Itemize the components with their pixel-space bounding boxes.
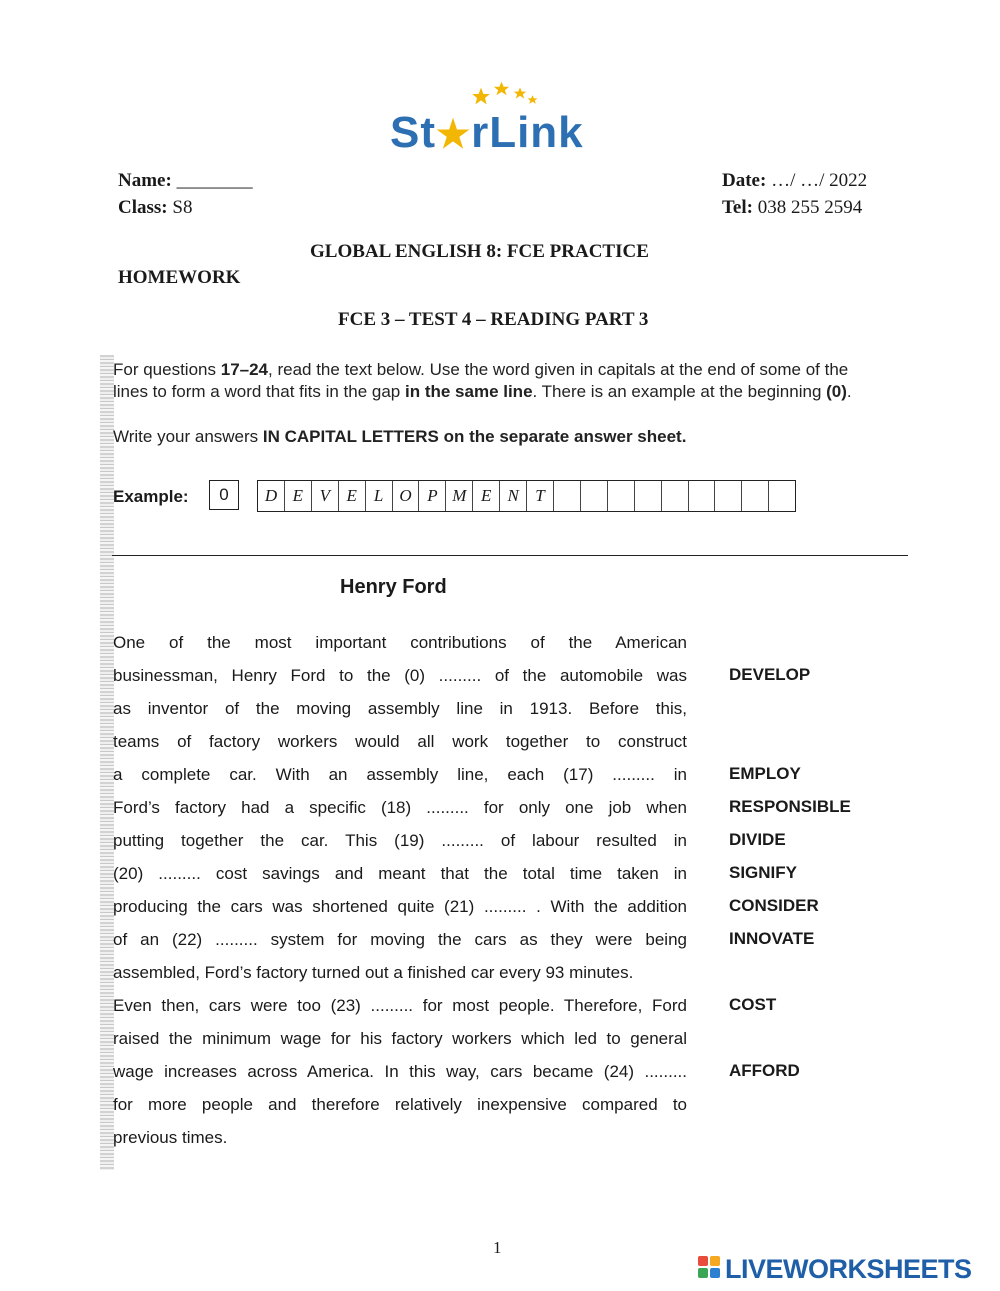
example-letter-cell: V: [312, 481, 339, 511]
passage-line: Ford’s factory had a specific (18) ......... for only one job when: [113, 798, 687, 817]
keyword-develop: DEVELOP: [729, 665, 811, 684]
example-letter-cell: [554, 481, 581, 511]
example-letter-cell: N: [500, 481, 527, 511]
example-letter-cell: D: [258, 481, 285, 511]
keyword-responsible: RESPONSIBLE: [729, 797, 851, 816]
example-label: Example:: [113, 487, 189, 506]
example-letter-cell: [769, 481, 795, 511]
passage-title: Henry Ford: [340, 576, 447, 598]
example-letter-cell: M: [446, 481, 473, 511]
example-number-box: 0: [209, 480, 239, 510]
liveworksheets-text: LIVEWORKSHEETS: [725, 1254, 972, 1284]
passage-line: (20) ......... cost savings and meant that the total time taken in: [113, 864, 687, 883]
passage-line: wage increases across America. In this way, cars became (24) .........: [113, 1062, 687, 1081]
example-letter-cell: E: [339, 481, 366, 511]
keyword-divide: DIVIDE: [729, 830, 786, 849]
instruction-line-3: Write your answers IN CAPITAL LETTERS on the separate answer sheet.: [113, 427, 687, 446]
passage-line: producing the cars was shortened quite (21) ......... . With the addition: [113, 897, 687, 916]
example-letter-cell: [662, 481, 689, 511]
passage-line: for more people and therefore relatively inexpensive compared to: [113, 1095, 687, 1114]
date-field: Date: …/ …/ 2022: [722, 170, 868, 191]
passage-line: raised the minimum wage for his factory workers which led to general: [113, 1029, 687, 1048]
example-letter-cell: [715, 481, 742, 511]
keyword-cost: COST: [729, 995, 777, 1014]
passage-line: One of the most important contributions of the American: [113, 633, 687, 652]
passage-line: as inventor of the moving assembly line in 1913. Before this,: [113, 699, 687, 718]
passage-line: putting together the car. This (19) ......... of labour resulted in: [113, 831, 687, 850]
scan-edge: [100, 355, 114, 1170]
passage-line: previous times.: [113, 1128, 228, 1147]
class-field: Class: S8: [118, 197, 193, 218]
passage-line: a complete car. With an assembly line, each (17) ......... in: [113, 765, 687, 784]
course-title: GLOBAL ENGLISH 8: FCE PRACTICE: [310, 241, 649, 262]
example-letter-cell: L: [366, 481, 393, 511]
instruction-line-2: lines to form a word that fits in the gap in the same line. There is an example at the beginning (0).: [113, 382, 852, 401]
divider: [112, 555, 908, 556]
example-letter-cell: [608, 481, 635, 511]
passage-line: teams of factory workers would all work together to construct: [113, 732, 687, 751]
page-number: 1: [493, 1238, 502, 1257]
passage-line: Even then, cars were too (23) ......... for most people. Therefore, Ford: [113, 996, 687, 1015]
name-field: Name: ________: [118, 170, 253, 191]
logo-star-icon: ★: [436, 114, 472, 156]
example-letter-cell: [742, 481, 769, 511]
example-letter-cell: E: [285, 481, 312, 511]
example-letter-cell: O: [393, 481, 420, 511]
example-letter-cell: E: [473, 481, 500, 511]
logo-text: St★rLink: [390, 108, 584, 157]
passage-line: businessman, Henry Ford to the (0) ......... of the automobile was: [113, 666, 687, 685]
example-answer-box: [257, 480, 796, 512]
keyword-employ: EMPLOY: [729, 764, 801, 783]
tel-field: Tel: 038 255 2594: [722, 197, 863, 218]
liveworksheets-logo: [698, 1254, 996, 1284]
keyword-consider: CONSIDER: [729, 896, 819, 915]
keyword-innovate: INNOVATE: [729, 929, 815, 948]
liveworksheets-icon: [698, 1256, 722, 1280]
passage-line: assembled, Ford’s factory turned out a finished car every 93 minutes.: [113, 963, 634, 982]
example-letter-cell: [689, 481, 716, 511]
example-letter-cell: [635, 481, 662, 511]
keyword-afford: AFFORD: [729, 1061, 800, 1080]
example-letter-cell: [581, 481, 608, 511]
example-letter-cell: P: [419, 481, 446, 511]
homework-label: HOMEWORK: [118, 267, 241, 288]
starlink-logo: [390, 80, 620, 155]
passage-line: of an (22) ......... system for moving the cars as they were being: [113, 930, 687, 949]
test-title: FCE 3 – TEST 4 – READING PART 3: [338, 309, 649, 330]
keyword-signify: SIGNIFY: [729, 863, 798, 882]
example-letter-cell: T: [527, 481, 554, 511]
instruction-line-1: For questions 17–24, read the text below. Use the word given in capitals at the end of some of the: [113, 360, 849, 379]
